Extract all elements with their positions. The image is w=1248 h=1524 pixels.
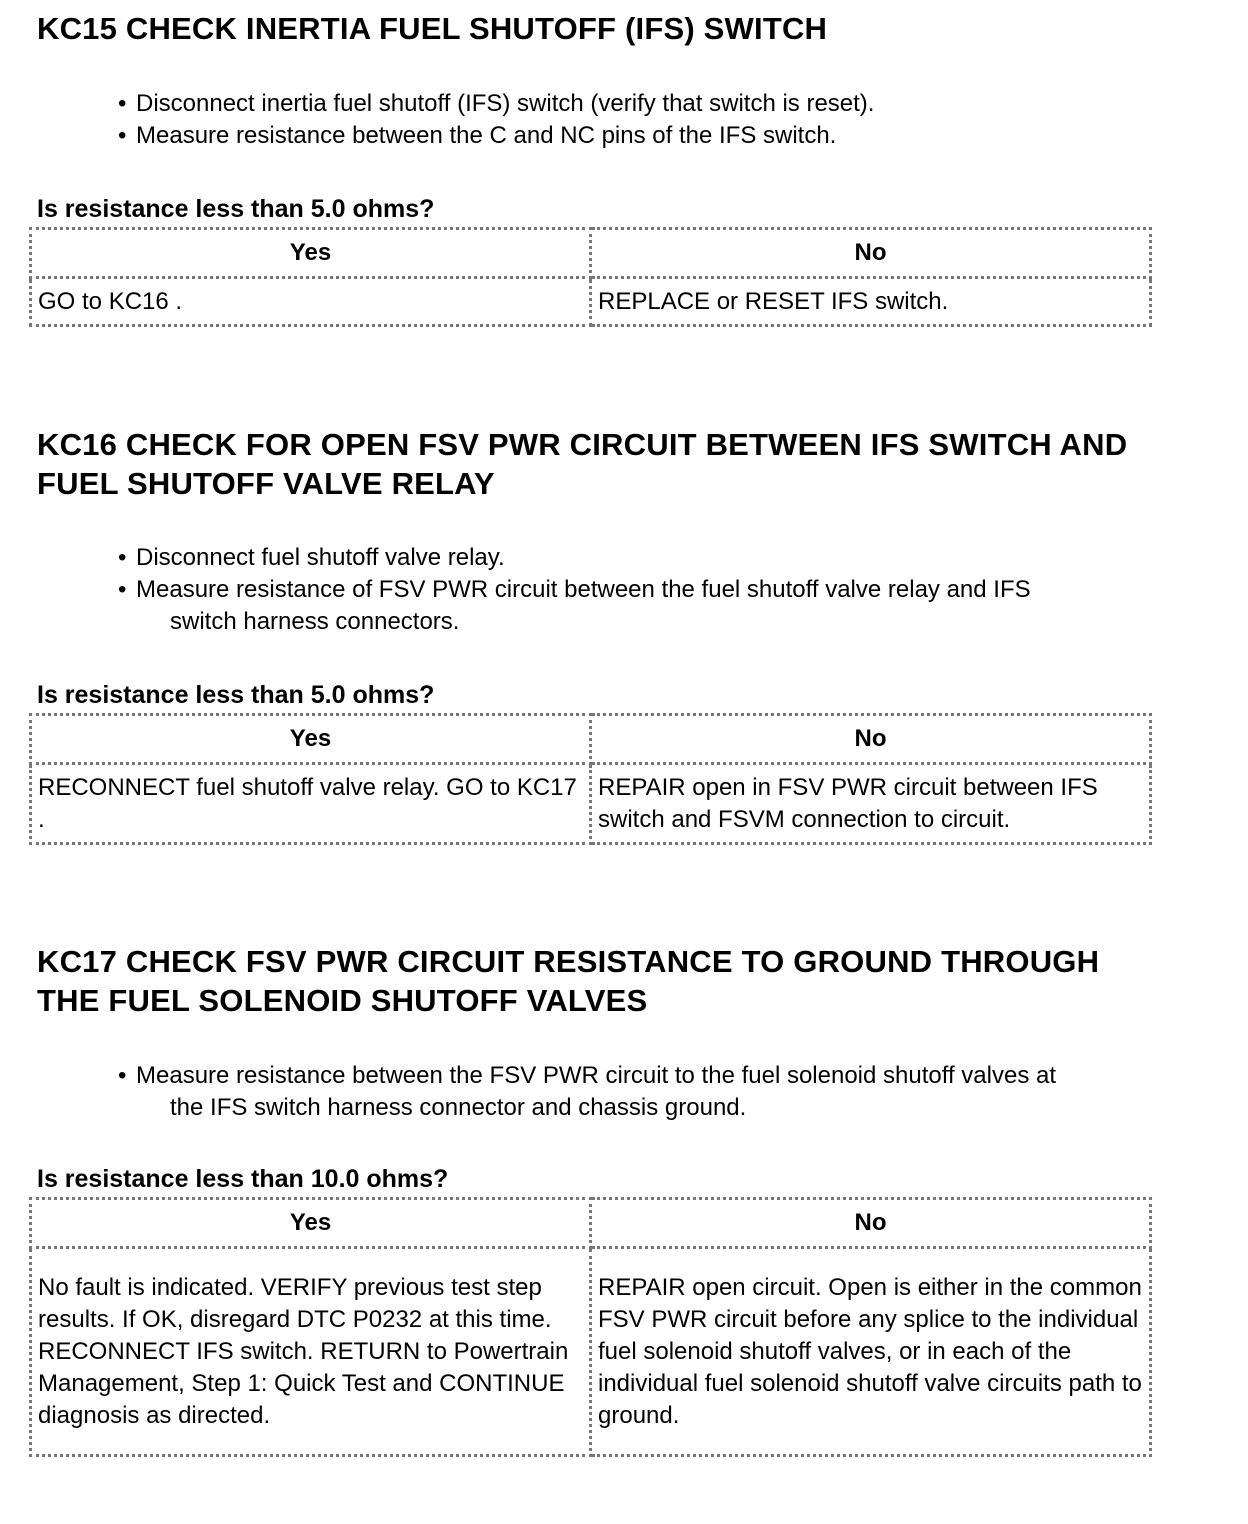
question-kc17: Is resistance less than 10.0 ohms? <box>37 1165 449 1193</box>
bullet-list-kc17 <box>118 1060 1056 1124</box>
table-header-row <box>31 1199 1151 1248</box>
table-row <box>31 1248 1151 1456</box>
list-item <box>118 1060 1056 1124</box>
step-title-line: KC16 CHECK FOR OPEN FSV PWR CIRCUIT BETWEEN IFS SWITCH AND <box>37 427 1128 462</box>
yes-cell: RECONNECT fuel shutoff valve relay. GO to KC17 . <box>31 764 591 844</box>
list-item-line: Measure resistance between the FSV PWR circuit to the fuel solenoid shutoff valves at <box>136 1062 1057 1089</box>
yes-cell: No fault is indicated. VERIFY previous test step results. If OK, disregard DTC P0232 at this time. RECONNECT IFS switch. RETURN to Powertrain Management, Step 1: Quick Test and CONTINUE diagnosis as directed. <box>31 1248 591 1456</box>
table-header-row <box>31 229 1151 278</box>
list-item-line: switch harness connectors. <box>170 608 460 635</box>
step-title-line: KC17 CHECK FSV PWR CIRCUIT RESISTANCE TO GROUND THROUGH <box>37 944 1100 979</box>
bullet-list-kc16 <box>118 542 1031 638</box>
table-row <box>31 278 1151 326</box>
no-header: No <box>591 1199 1151 1248</box>
step-title-kc15: KC15 CHECK INERTIA FUEL SHUTOFF (IFS) SWITCH <box>37 11 828 46</box>
table-row <box>31 764 1151 844</box>
step-title-line: FUEL SHUTOFF VALVE RELAY <box>37 466 495 501</box>
bullet-list-kc15 <box>118 88 874 152</box>
no-header: No <box>591 715 1151 764</box>
list-item: • Disconnect inertia fuel shutoff (IFS) switch (verify that switch is reset). <box>118 88 874 120</box>
no-cell: REPAIR open in FSV PWR circuit between IFS switch and FSVM connection to circuit. <box>591 764 1151 844</box>
question-kc15: Is resistance less than 5.0 ohms? <box>37 195 435 223</box>
decision-table-kc16 <box>29 713 1152 845</box>
table-header-row <box>31 715 1151 764</box>
yes-header: Yes <box>31 715 591 764</box>
decision-table-kc15 <box>29 227 1152 327</box>
yes-cell: GO to KC16 . <box>31 278 591 326</box>
yes-header: Yes <box>31 229 591 278</box>
list-item <box>118 574 1031 638</box>
question-kc16: Is resistance less than 5.0 ohms? <box>37 681 435 709</box>
yes-header: Yes <box>31 1199 591 1248</box>
no-cell: REPLACE or RESET IFS switch. <box>591 278 1151 326</box>
list-item: • Measure resistance between the C and NC pins of the IFS switch. <box>118 120 874 152</box>
step-title-kc17 <box>37 942 1099 1020</box>
list-item-line: Measure resistance of FSV PWR circuit between the fuel shutoff valve relay and IFS <box>136 576 1031 603</box>
no-cell: REPAIR open circuit. Open is either in the common FSV PWR circuit before any splice to the individual fuel solenoid shutoff valves, or in each of the individual fuel solenoid shutoff valve circuits path to ground. <box>591 1248 1151 1456</box>
step-title-kc16 <box>37 425 1127 503</box>
decision-table-kc17 <box>29 1197 1152 1457</box>
list-item: • Disconnect fuel shutoff valve relay. <box>118 542 1031 574</box>
step-title-line: THE FUEL SOLENOID SHUTOFF VALVES <box>37 983 648 1018</box>
no-header: No <box>591 229 1151 278</box>
list-item-line: the IFS switch harness connector and chassis ground. <box>170 1094 747 1121</box>
